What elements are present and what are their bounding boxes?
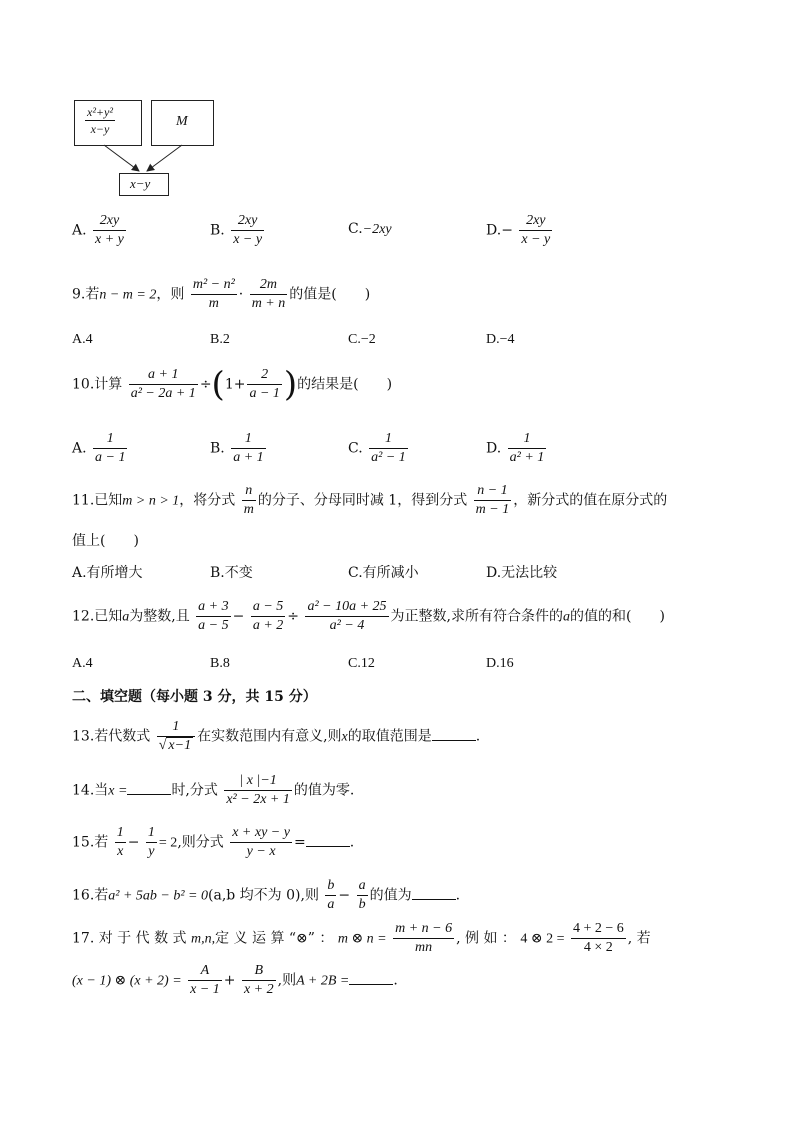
q10-option-a[interactable]: A. $\frac{1}{a - 1}$ [72,431,126,465]
arrow-right [147,145,182,171]
q12-option-d[interactable]: D.16 [486,656,514,671]
q17-answer-blank[interactable] [349,972,393,985]
q9-option-d[interactable]: D.−4 [486,332,515,347]
question-11: 11.已知m > n > 1，将分式 $\frac{n}{m}$ 的分子、分母同时减 1，得到分式 $\frac{n - 1}{m - 1}$ ，新分式的值在原分式的 [72,483,668,517]
question-11-line2: 值上( ) [72,533,139,549]
q11-option-a[interactable]: A.有所增大 [72,565,143,581]
q10-option-b[interactable]: B. $\frac{1}{a + 1}$ [210,431,264,465]
question-17-line2: (x − 1) ⊗ (x + 2) = $\frac{A}{x - 1}$ + $\frac{B}{x + 2}$ ,则A + 2B = . [72,963,398,997]
q12-option-b[interactable]: B.8 [210,656,230,671]
q8-option-a[interactable]: A. $\frac{2xy}{x + y}$ [72,213,124,247]
question-12: 12.已知a为整数,且 $\frac{a + 3}{a - 5}$ − $\frac{a - 5}{a + 2}$ ÷ $\frac{\text{a² − 10a + 25}}{\text{a² − 4}}$ 为正整数,求所有符合条件的a的值的和( ) [72,599,665,633]
q9-option-a[interactable]: A.4 [72,332,93,347]
question-15: 15.若 $\frac{1}{x}$ − $\frac{1}{y}$ = 2,则分式 $\frac{x + xy - y}{y - x}$ = . [72,825,355,859]
q14-answer-blank[interactable] [127,782,171,795]
box1-denominator: x−y [90,122,110,136]
question-16: 16.若a² + 5ab − b² = 0(a,b 均不为 0),则 $\frac{b}{a}$ − $\frac{a}{b}$ 的值为 . [72,878,461,912]
box2-label: M [176,114,188,129]
q11-option-d[interactable]: D.无法比较 [486,565,558,581]
question-14: 14.当x = 时,分式 $\frac{| x |-1}{\text{x² − 2x + 1}}$ 的值为零. [72,773,355,807]
q11-option-b[interactable]: B.不变 [210,565,253,581]
box3-label: x−y [130,176,151,191]
q9-option-c[interactable]: C.−2 [348,332,376,347]
q16-answer-blank[interactable] [412,887,456,900]
section-2-heading: 二、填空题（每小题 3 分，共 15 分） [72,689,317,705]
q15-answer-blank[interactable] [306,834,350,847]
q8-option-d[interactable]: D.− $\frac{2xy}{x - y}$ [486,213,551,247]
q12-option-c[interactable]: C.12 [348,656,375,671]
question-10: 10.计算 $\frac{a + 1}{\text{a² − 2a + 1}}$ ÷(1+ $\frac{2}{a - 1}$ )的结果是( ) [72,364,393,405]
box1-numerator: x²+y² [87,105,113,119]
diagram-arrows [0,0,300,200]
question-9: 9.若n − m = 2，则 $\frac{\text{m² − n²}}{m}$ · $\frac{2m}{m + n}$ 的值是( ) [72,277,371,311]
q10-option-d[interactable]: D. $\frac{1}{\text{a² + 1}}$ [486,431,545,465]
q13-answer-blank[interactable] [432,728,476,741]
question-13: 13.若代数式 $\frac{1}{√ x-1}$ 在实数范围内有意义,则x的取值范围是 . [72,719,481,753]
q8-option-c[interactable]: C.−2xy [348,221,392,237]
q9-option-b[interactable]: B.2 [210,332,230,347]
question-17-line1: 17. 对 于 代 数 式 m,n,定 义 运 算 “⊗” ： m ⊗ n = $\frac{m + n - 6}{mn}$ , 例 如 ： 4 ⊗ 2 = $\frac{4 + 2 - 6}{4 \times 2}$ , 若 [72,921,651,955]
q11-option-c[interactable]: C.有所减小 [348,565,419,581]
q10-option-c[interactable]: C. $\frac{1}{\text{a² − 1}}$ [348,431,406,465]
q12-option-a[interactable]: A.4 [72,656,93,671]
arrow-left [104,145,139,171]
q8-option-b[interactable]: B. $\frac{2xy}{x - y}$ [210,213,263,247]
